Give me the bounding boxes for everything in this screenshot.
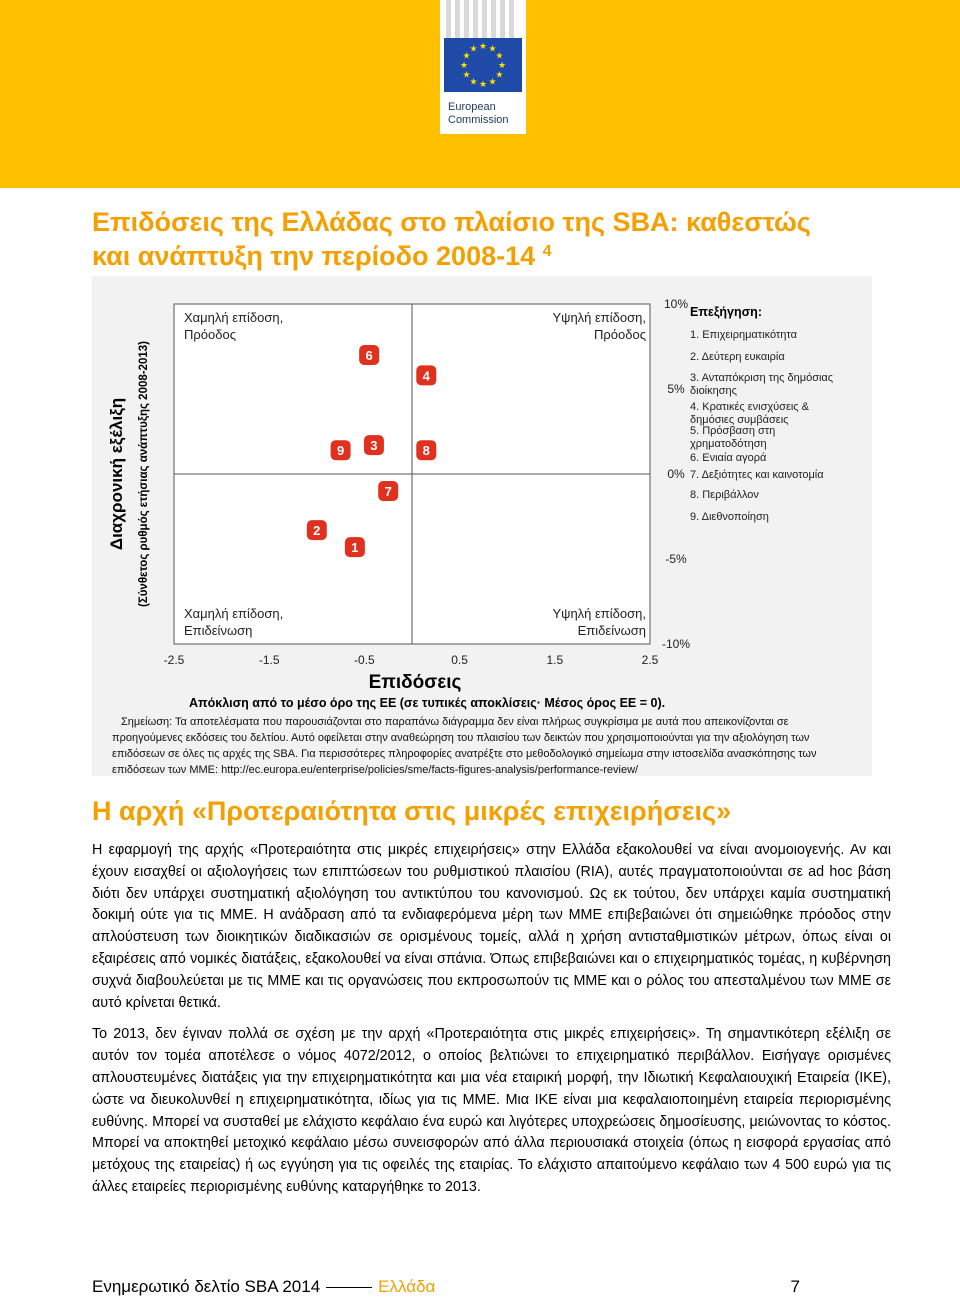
x-tick-label: -2.5: [163, 653, 185, 667]
y-tick-label: 5%: [667, 382, 685, 396]
x-tick-label: 2.5: [641, 653, 659, 667]
quadrant-label-top-right: Υψηλή επίδοση,: [552, 310, 646, 325]
data-point-label: 9: [336, 443, 345, 459]
footnote-ref: 4: [542, 243, 552, 260]
quadrant-label-bottom-right: Επιδείνωση: [577, 623, 646, 638]
footer-dash: [326, 1287, 372, 1288]
legend-item: 7. Δεξιότητες και καινοτομία: [690, 469, 824, 481]
quadrant-label-top-right: Πρόοδος: [594, 327, 646, 342]
y-tick-label: 10%: [663, 297, 689, 311]
chart-note-line: επιδόσεων σε όλες τις αρχές της SBA. Για περισσότερες πληροφορίες ανατρέξτε στο μεθοδολογικό σημείωμα στην ιστοσελίδα ανασκόπησης των: [112, 748, 817, 760]
eu-star: ★: [462, 69, 471, 80]
legend-item: 4. Κρατικές ενισχύσεις &: [690, 401, 809, 413]
european-commission-logo: [440, 0, 526, 134]
eu-star: ★: [478, 41, 488, 51]
y-tick-label: -10%: [661, 637, 691, 651]
eu-star: ★: [495, 69, 504, 80]
chart-figure: [92, 276, 872, 776]
eu-star: ★: [469, 76, 478, 87]
paragraph-1: Η εφαρμογή της αρχής «Προτεραιότητα στις μικρές επιχειρήσεις» στην Ελλάδα εξακολουθεί να είναι ανομοιογενής. Αν και έχουν εισαχθεί οι αξιολογήσεις των επιπτώσεων του ρυθμιστικού πλαισίου (RIA), αυτές πραγματοποιούνται σε ad hoc βάση διότι δεν υπάρχει συστηματική αξιολόγηση του αντικτύπου του κανονισμού. Ως εκ τούτου, δεν υπάρχει καμία συστηματική δοκιμή ούτε για τις ΜΜΕ. Η ανάδραση από τα ενδιαφερόμενα μέρη των ΜΜΕ επιβεβαιώνει ότι σημειώθηκε πρόοδος στην απλούστευση των διοικητικών διαδικασιών σε ορισμένους τομείς, αλλά η χρήση αντισταθμιστικών μέτρων, όπως είναι οι εξαιρέσεις από νομικές διατάξεις, εξακολουθεί να είναι σπάνια. Όπως επιβεβαιώνει και ο επιχειρηματικός τομέας, η κυβέρνηση συχνά διαβουλεύεται με τις ΜΜΕ και τις οργανώσεις που εκπροσωπούν τις ΜΜΕ και ο ρόλος του απεσταλμένου των ΜΜΕ σε αυτό κρίνεται θετικά.: [92, 842, 891, 1011]
x-tick-label: -1.5: [258, 653, 280, 667]
quadrant-label-bottom-left: Χαμηλή επίδοση,: [184, 606, 284, 621]
data-point-label: 3: [370, 438, 378, 454]
scatter-chart: [92, 276, 872, 776]
x-tick-label: 0.5: [451, 653, 468, 667]
page-footer: [92, 1277, 800, 1297]
data-point-label: 4: [422, 368, 430, 384]
y-axis-subtitle: (Σύνθετος ρυθμός ετήσιας ανάπτυξης 2008-2013): [138, 341, 150, 607]
legend-item: 5. Πρόσβαση στη: [690, 425, 776, 437]
legend-item: 2. Δεύτερη ευκαιρία: [690, 351, 785, 363]
chart-note-line: προηγούμενες εκδόσεις του δελτίου. Αυτό οφείλεται στην αναθεώρηση του πλαισίου των δεικτών που χρησιμοποιούνται για την αξιολόγηση των: [112, 732, 810, 744]
footer-country: Ελλάδα: [378, 1277, 436, 1296]
data-point-label: 6: [365, 348, 373, 363]
eu-star: ★: [462, 50, 471, 61]
quadrant-label-top-left: Χαμηλή επίδοση,: [184, 310, 284, 325]
eu-star: ★: [495, 50, 504, 61]
quadrant-label-bottom-right: Υψηλή επίδοση,: [552, 606, 646, 621]
body-text: [92, 840, 891, 1209]
eu-star: ★: [469, 43, 478, 54]
data-point-label: 7: [384, 484, 392, 499]
header-band: [0, 0, 960, 188]
legend-item: 6. Ενιαία αγορά: [690, 452, 767, 464]
chart-note-line: επιδόσεων των ΜΜΕ: http://ec.europa.eu/enterprise/policies/sme/facts-figures-analysis/performance-review/: [112, 764, 639, 776]
legend-title: Επεξήγηση:: [690, 305, 762, 319]
data-point-label: 8: [422, 443, 430, 459]
section-heading: Η αρχή «Προτεραιότητα στις μικρές επιχειρήσεις»: [92, 796, 732, 826]
footer-doc-title: Ενημερωτικό δελτίο SBA 2014: [92, 1277, 321, 1296]
x-axis-subtitle: Απόκλιση από το μέσο όρο της ΕΕ (σε τυπικές αποκλίσεις· Μέσος όρος ΕΕ = 0).: [189, 696, 666, 710]
legend-item: χρηματοδότηση: [690, 438, 767, 450]
x-axis-title: Επιδόσεις: [368, 672, 462, 693]
legend-item: διοίκησης: [690, 385, 737, 397]
legend-item: 1. Επιχειρηματικότητα: [690, 329, 797, 341]
svg-text:European: European: [448, 101, 496, 113]
title-line2: και ανάπτυξη την περίοδο 2008-14 $^4$: [92, 241, 552, 271]
y-tick-label: -5%: [665, 552, 687, 566]
page-number: 7: [790, 1277, 800, 1296]
legend-item: 9. Διεθνοποίηση: [690, 511, 769, 523]
eu-star: ★: [488, 43, 497, 54]
data-point-label: 2: [313, 523, 321, 539]
eu-star: ★: [459, 60, 469, 70]
y-tick-label: 0%: [667, 467, 685, 481]
legend-item: 8. Περιβάλλον: [690, 489, 759, 501]
legend-item: δημόσιες συμβάσεις: [690, 414, 789, 426]
eu-star: ★: [497, 60, 507, 70]
quadrant-label-bottom-left: Επιδείνωση: [184, 623, 253, 638]
x-tick-label: 1.5: [546, 653, 564, 667]
chart-note-line: Σημείωση: Τα αποτελέσματα που παρουσιάζονται στο παραπάνω διάγραμμα δεν είναι πλήρως συγκρίσιμα με αυτά που απεικονίζονται σε: [121, 716, 789, 728]
y-axis-title: Διαχρονική εξέλιξη: [107, 397, 126, 551]
title-line1: Επιδόσεις της Ελλάδας στο πλαίσιο της SBA: καθεστώς: [92, 207, 811, 237]
paragraph-2: Το 2013, δεν έγιναν πολλά σε σχέση με την αρχή «Προτεραιότητα στις μικρές επιχειρήσεις». Τη σημαντικότερη εξέλιξη σε αυτόν τον τομέα αποτέλεσε ο νόμος 4072/2012, ο οποίος βελτιώνει το επιχειρηματικό περιβάλλον. Εισήγαγε ορισμένες απλουστευμένες διατάξεις για την επιχειρηματικότητα και μια νέα εταιρική μορφή, την Ιδιωτική Κεφαλαιουχική Εταιρεία (ΙΚΕ), ώστε να διευκολυνθεί η επιχειρηματικότητα, ιδίως για τις ΜΜΕ. Μια ΙΚΕ είναι μια κεφαλαιοποιημένη εταιρεία περιορισμένης ευθύνης. Μπορεί να συσταθεί με ελάχιστο κεφάλαιο ένα ευρώ και λιγότερες υποχρεώσεις δημοσίευσης, μειώνοντας το κόστος. Μπορεί να αποκτηθεί μετοχικό κεφάλαιο μέσω συνεισφορών από άλλα περιουσιακά στοιχεία (όπως η εισφορά εργασίας από μετόχους της εταιρείας) ή ως εγγύηση για τις οφειλές της εταιρίας. Το ελάχιστο απαιτούμενο κεφάλαιο των 4 500 ευρώ για τις άλλες εταιρείες περιορισμένης ευθύνης καταργήθηκε το 2013.: [92, 1026, 891, 1195]
quadrant-label-top-left: Πρόοδος: [184, 327, 236, 342]
x-tick-label: -0.5: [354, 653, 375, 667]
data-point-label: 1: [351, 540, 359, 556]
eu-star: ★: [478, 79, 488, 89]
legend-item: 3. Ανταπόκριση της δημόσιας: [690, 372, 834, 384]
svg-text:Commission: Commission: [448, 114, 509, 126]
eu-star: ★: [488, 76, 497, 87]
page-title: [92, 205, 882, 273]
